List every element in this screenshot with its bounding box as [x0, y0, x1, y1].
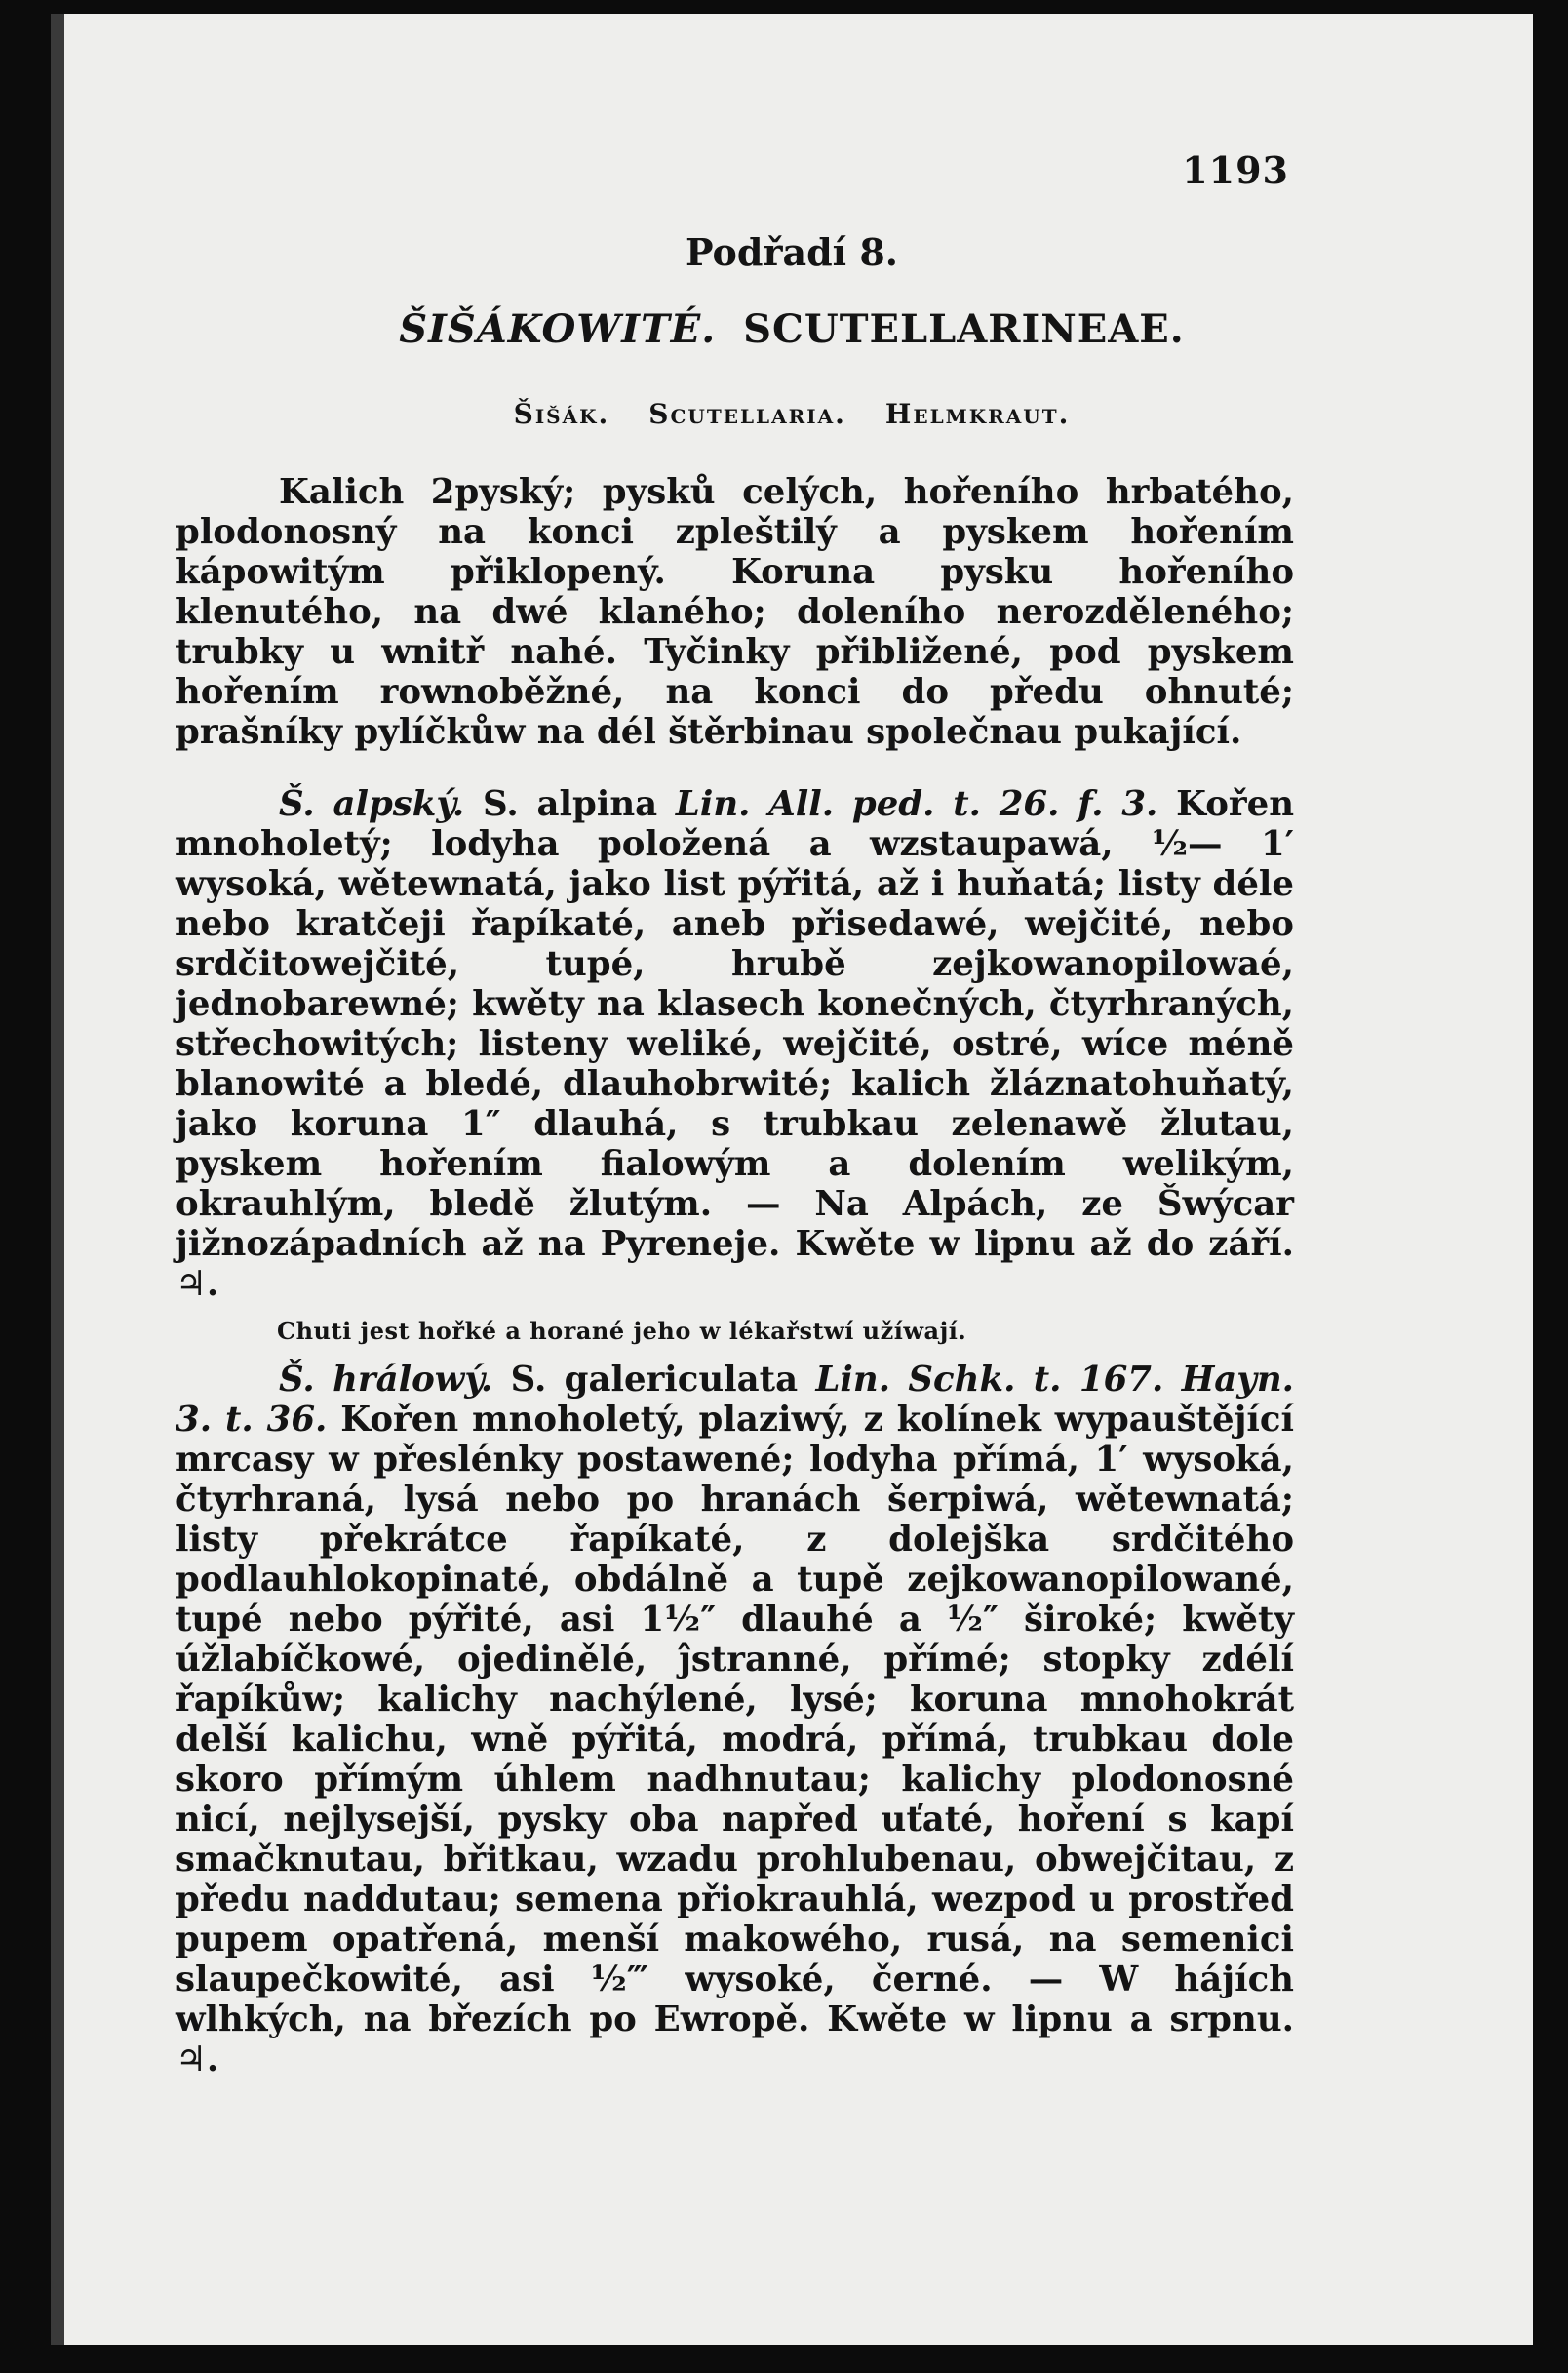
genus-heading	[51, 398, 1533, 430]
species-galericulata-latin: S. galericulata	[510, 1360, 799, 1400]
species-galericulata-authority: Lin.	[815, 1360, 891, 1400]
order-heading: Podřadí 8.	[685, 230, 899, 274]
species-galericulata-citation: Schk. t. 167. Hayn. 3. t. 36.	[176, 1360, 1295, 1440]
species-galericulata-description: Kořen mnoholetý, plaziwý, z kolínek wypauštějící mrcasy w přeslénky postawené; lodyha přímá, 1′ wysoká, čtyrhraná, lysá nebo po hranách šerpiwá, wětewnatá; listy překrátce řapíkaté, z dolejška srdčitého podlauhlokopinaté, obdálně a tupě zejkowanopilowané, tupé nebo pýřité, asi 1½″ dlauhé a ½″ široké; kwěty úžlabíčkowé, ojedinělé, ĵstranné, přímé; stopky zdélí řapíkůw; kalichy nachýlené, lysé; koruna mnohokrát delší kalichu, wně pýřitá, modrá, přímá, trubkau dole skoro přímým úhlem nadhnutau; kalichy plodonosné nicí, nejlysejší, pysky oba napřed uťaté, hoření s kapí smačknutau, břitkau, wzadu prohlubenau, obwejčitau, z předu naddutau; semena přiokrauhlá, wezpod u prostřed pupem opatřená, menší makowého, rusá, na semenici slaupečkowité, asi ½‴ wysoké, černé. — W hájích wlhkých, na březích po Ewropě. Kwěte w lipnu a srpnu. ♃.	[176, 1400, 1294, 2079]
species-galericulata-czech: Š. hrálowý.	[279, 1360, 493, 1400]
species-alpina-authority: Lin.	[675, 784, 751, 824]
genus-description-block	[176, 472, 1294, 752]
species-alpina-czech: Š. alpský.	[279, 784, 465, 824]
genus-description: Kalich 2pyský; pysků celých, hořeního hrbatého, plodonosný na konci zpleštilý a pyskem hořením kápowitým přiklopený. Koruna pysku hořeního klenutého, na dwé klaného; doleního nerozděleného; trubky u wnitř nahé. Tyčinky přibližené, pod pyskem hořením rownoběžné, na konci do předu ohnuté; prašníky pylíčkůw na dél štěrbinau společnau pukající.	[176, 472, 1294, 752]
family-latin-name: SCUTELLARINEAE.	[743, 306, 1185, 352]
species-alpina-note: Chuti jest hořké a horané jeho w lékařstwí užíwají.	[277, 1317, 967, 1345]
family-czech-name: ŠIŠÁKOWITÉ.	[399, 306, 717, 352]
species-alpina-latin: S. alpina	[483, 784, 658, 824]
species-galericulata-block	[176, 1360, 1294, 2079]
page-spine-shadow	[51, 14, 64, 2345]
species-alpina-description: Kořen mnoholetý; lodyha položená a wzstaupawá, ½— 1′ wysoká, wětewnatá, jako list pýřitá, až i huňatá; listy déle nebo kratčeji řapíkaté, aneb přisedawé, wejčité, nebo srdčitowejčité, tupé, hrubě zejkowanopilowaé, jednobarewné; kwěty na klasech konečných, čtyrhraných, střechowitých; listeny weliké, wejčité, ostré, wíce méně blanowité a bledé, dlauhobrwité; kalich žláznatohuňatý, jako koruna 1″ dlauhá, s trubkau zelenawě žlutau, pyskem hořením fialowým a dolením welikým, okrauhlým, bledě žlutým. — Na Alpách, ze Šwýcar jižnozápadních až na Pyreneje. Kwěte w lipnu až do září. ♃.	[176, 784, 1295, 1304]
family-heading	[51, 306, 1533, 352]
genus-latin-name: Scutellaria.	[648, 398, 846, 430]
species-alpina-entry	[176, 784, 1294, 1304]
species-alpina-block	[176, 784, 1294, 1304]
book-page	[51, 14, 1533, 2345]
genus-german-name: Helmkraut.	[884, 398, 1071, 430]
page-number: 1193	[1182, 148, 1289, 192]
genus-czech-name: Šišák.	[513, 398, 610, 430]
species-galericulata-entry	[176, 1360, 1294, 2079]
species-alpina-citation: All. ped. t. 26. f. 3.	[768, 784, 1158, 824]
